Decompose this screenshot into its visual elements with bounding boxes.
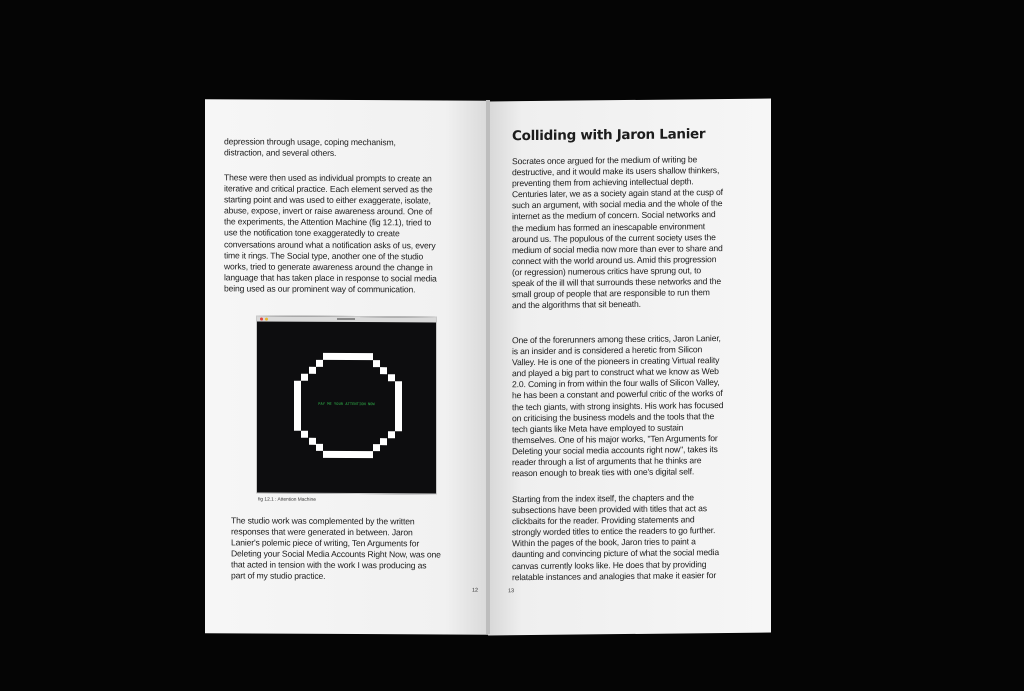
chapter-heading: Colliding with Jaron Lanier — [512, 126, 706, 145]
ring-pixel-block — [373, 444, 380, 451]
left-paragraph-2: These were then used as individual prompts to create an iterative and critical practice. Each element served as the starting point and was used to either exaggerate, isolate, abuse, expose, invert or raise awareness around. One of the experiments, the Attention Machine (fig 12.1), tried to use the notification tone exaggeratedly to create conversations around what a notification asks of us, every time it rings. The Social type, another one of the studio works, tried to generate awareness around the change in language that has taken place in response to social media being used as our prominent way of communication. — [224, 172, 437, 295]
ring-pixel-block — [316, 360, 323, 367]
ring-pixel-block — [388, 374, 395, 381]
left-paragraph-1: depression through usage, coping mechanism, distraction, and several others. — [224, 136, 396, 159]
ring-pixel-block — [373, 360, 380, 367]
open-booklet — [205, 100, 771, 634]
ring-pixel-block — [309, 367, 316, 374]
ring-pixel-block — [309, 438, 316, 445]
window-min-dot — [265, 318, 268, 321]
right-page-number: 13 — [508, 588, 515, 595]
ring-pixel-block — [316, 444, 323, 451]
window-title-bar-text — [337, 318, 355, 320]
window-close-dot — [260, 318, 263, 321]
figure-screen-text: PAY ME YOUR ATTENTION NOW — [318, 401, 375, 407]
ring-pixel-block — [323, 451, 373, 458]
right-paragraph-1: Socrates once argued for the medium of writing be destructive, and it would make its users shallow thinkers, preventing them from achieving intellectual depth. Centuries later, we as a society again stand at the cusp of such an argument, with social media and the whole of the internet as the medium of concern. Social networks and the medium has formed an inescapable environment around us. The populous of the current society uses the medium of social media now more than ever to share and connect with the world around us. Amid this progression (or regression) numerous critics have sprung out, to speak of the ill will that surrounds these networks and the small group of people that are responsible to run them and the algorithms that sit beneath. — [512, 154, 723, 311]
figure-caption: fig 12.1 : Attention Machine — [258, 497, 316, 503]
ring-pixel-block — [301, 374, 308, 381]
ring-pixel-block — [301, 431, 308, 438]
ring-pixel-block — [380, 438, 387, 445]
left-page — [205, 99, 488, 634]
right-paragraph-3: Starting from the index itself, the chapters and the subsections have been provided with titles that act as clickbaits for the reader. Providing statements and strongly worded titles to entice the readers to go further. Within the pages of the book, Jaron tries to paint a daunting and convincing picture of what the social media canvas currently looks like. He does that by providing relatable instances and analogies that make it easier for — [512, 492, 720, 582]
figure-window-bar — [257, 317, 436, 323]
attention-machine-figure — [256, 316, 437, 495]
ring-pixel-block — [380, 367, 387, 374]
left-paragraph-3: The studio work was complemented by the written responses that were generated in between. Jaron Lanier's polemic piece of writing, Ten Arguments for Deleting your Social Media Accounts Right Now, was one that acted in tension with the work I was producing as part of my studio practice. — [231, 515, 441, 582]
ring-pixel-block — [388, 431, 395, 438]
right-paragraph-2: One of the forerunners among these critics, Jaron Lanier, is an insider and is considered a heretic from Silicon Valley. He is one of the pioneers in creating Virtual reality and played a big part to construct what we know as Web 2.0. Coming in from within the four walls of Silicon Valley, he has been a constant and powerful critic of the works of the tech giants, with strong insights. His work has focused on criticising the business models and the tools that the tech giants like Meta have employed to sustain themselves. One of his major works, "Ten Arguments for Deleting your social media accounts right now", takes its reader through a list of arguments that he thinks are reason enough to break ties with one's digital self. — [512, 333, 724, 479]
ring-pixel-block — [323, 353, 373, 360]
left-page-number: 12 — [472, 587, 479, 594]
book-spine — [486, 100, 490, 634]
right-page — [488, 99, 771, 636]
